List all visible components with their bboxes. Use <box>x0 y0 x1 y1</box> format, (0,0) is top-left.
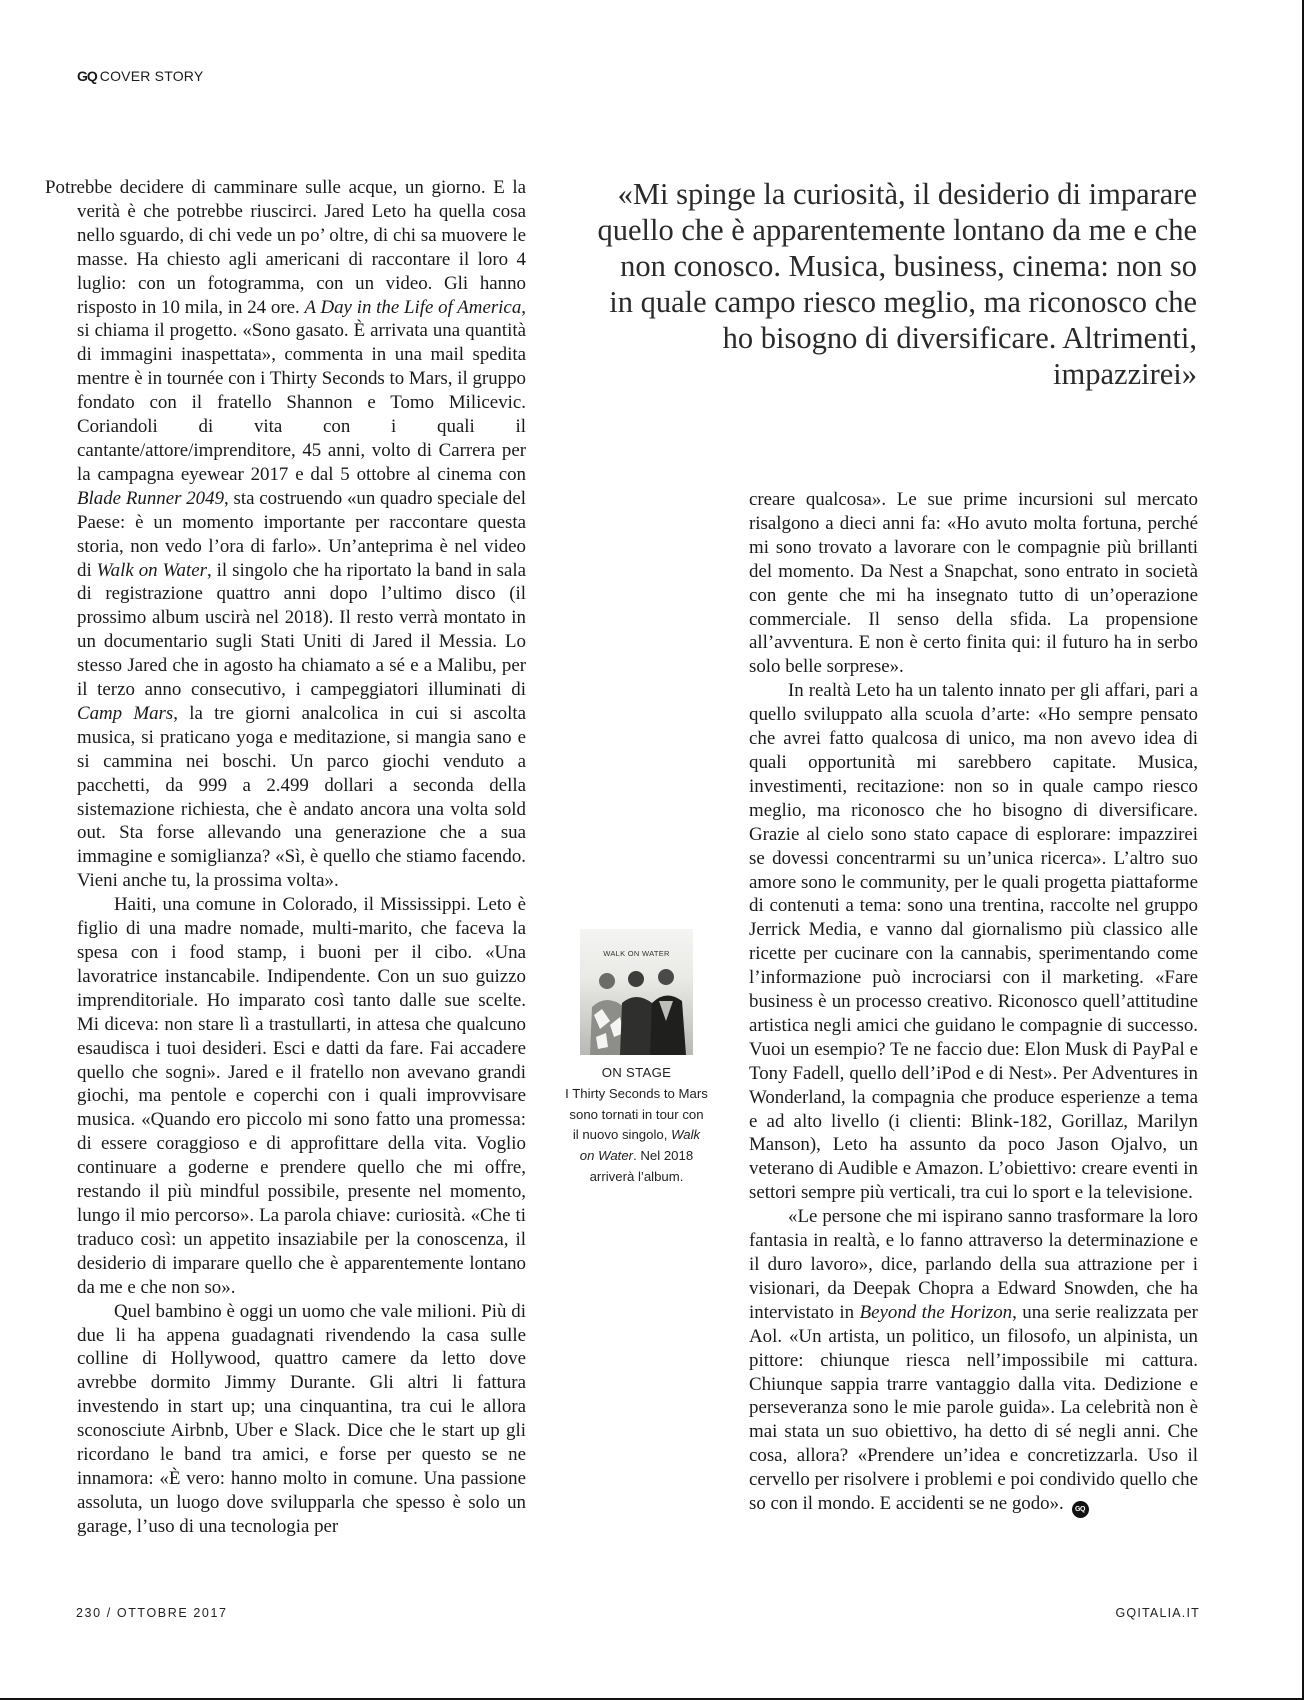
paragraph-text: creare qualcosa». Le sue prime incursioni sul mercato risalgono a dieci anni fa: «Ho avuto molta fortuna, perché mi sono trovato a lavorare con le compagnie più brillanti del momento. Da Nest a Snapchat, sono entrato in società con gente che mi ha insegnato tutto di un’operazione commerciale. Il senso della sfida. La propensione all’avventura. E non è certo finita qui: il futuro ha in serbo solo belle sorprese». <box>749 489 1198 678</box>
article-paragraph <box>45 176 526 893</box>
band-photo-illustration <box>580 929 693 1055</box>
paragraph-text: , la tre giorni analcolica in cui si ascolta musica, si praticano yoga e meditazione, si mangia sano e si cammina nei boschi. Un parco giochi venduto a pacchetti, da 999 a 2.499 dollari a seconda della sistemazione richiesta, che è andato ancora una volta sold out. Sta forse allevando una generazione che a sua immagine e somiglianza? «Sì, è quello che stiamo facendo. Vieni anche tu, la prossima volta». <box>77 702 526 892</box>
caption-text <box>565 1084 708 1188</box>
photo-caption <box>565 1063 708 1188</box>
italic-title: Camp Mars <box>77 702 174 724</box>
caption-text-part: . Nel 2018 arriverà l’album. <box>589 1148 694 1184</box>
album-cover-photo <box>580 929 693 1055</box>
caption-text-part: I Thirty Seconds to Mars sono tornati in tour con il nuovo singolo, <box>565 1085 708 1143</box>
italic-title: Walk on Water <box>96 559 207 581</box>
italic-title: A Day in the Life of America <box>304 296 522 318</box>
website-url: GQITALIA.IT <box>1115 1606 1200 1620</box>
article-paragraph <box>749 1205 1198 1518</box>
gq-logo: GQ <box>77 68 97 84</box>
article-paragraph <box>749 679 1198 1205</box>
paragraph-text: , sta costruendo «un quadro speciale del Paese: è un momento importante per raccontare questa storia, non vedo l’ora di farlo». Un’anteprima è nel video di <box>77 487 526 581</box>
paragraph-text: , il singolo che ha riportato la band in sala di registrazione quattro anni dopo l’ultimo disco (il prossimo album uscirà nel 2018). Il resto verrà montato in un documentario sugli Stati Uniti di Jared il Messia. Lo stesso Jared che in agosto ha chiamato a sé e a Malibu, per il terzo anno consecutivo, i campeggiatori illuminati di <box>77 559 526 701</box>
section-header <box>77 68 203 84</box>
gq-end-mark-icon: GQ <box>1072 1501 1089 1518</box>
article-right-column <box>749 488 1198 1518</box>
paragraph-text: Quel bambino è oggi un uomo che vale milioni. Più di due li ha appena guadagnati rivendendo la casa sulle colline di Hollywood, quattro camere da letto dove avrebbe dormito Jimmy Durante. Gli altri li fattura investendo in start up; una cinquantina, tra cui le allora sconosciute Airbnb, Uber e Slack. Dice che le start up gli ricordano le band tra amici, e forse per questo se ne innamora: «È vero: hanno molto in comune. Una passione assoluta, un luogo dove svilupparla che spesso è solo un garage, l’uso di una tecnologia per <box>77 1300 526 1537</box>
article-left-column <box>45 176 526 1539</box>
paragraph-text: «Le persone che mi ispirano sanno trasformare la loro fantasia in realtà, e lo fanno attraverso la determinazione e il duro lavoro», dice, parlando della sua attrazione per i visionari, da Deepak Chopra a Edward Snowden, che ha intervistato in <box>749 1206 1198 1323</box>
article-paragraph <box>45 893 526 1299</box>
italic-title: Beyond the Horizon <box>859 1301 1013 1323</box>
article-paragraph <box>749 488 1198 679</box>
page-number-date: 230 / OTTOBRE 2017 <box>76 1606 228 1620</box>
caption-song-title: Walk on Water <box>579 1127 701 1164</box>
paragraph-text: In realtà Leto ha un talento innato per gli affari, pari a quello sviluppato alla scuola d’arte: «Ho sempre pensato che avrei fatto qualcosa di unico, ma non avevo idea di quali opportunità mi sarebbero capitate. Musica, investimenti, recitazione: non so in quale campo riesco meglio, ma riconosco che ho bisogno di diversificare. Grazie al cielo sono stato capace di esplorare: impazzirei se dovessi concentrarmi su un’unica ricerca». L’altro suo amore sono le community, per le quali progetta piattaforme di contenuti a tema: sono una trentina, raccolte nel gruppo Jerrick Media, e vanno dal giornalismo più classico alle ricette per cucinare con la cannabis, sperimentando come l’informazione può incrociarsi con il marketing. «Fare business è un processo creativo. Riconosco quell’attitudine artistica negli amici che guidano le compagnie di successo. Vuoi un esempio? Te ne faccio due: Elon Musk di PayPal e Tony Fadell, quello dell’iPod e di Nest». Per Adventures in Wonderland, la compagnia che produce esperienze a tema e ad alto livello (i clienti: Blink-182, Gorillaz, Marilyn Manson), Leto ha assunto da poco Jason Ojalvo, un veterano di Audible e Amazon. L’obiettivo: creare eventi in settori sempre più verticali, tra cui lo sport e la televisione. <box>749 680 1198 1204</box>
pull-quote: «Mi spinge la curiosità, il desiderio di imparare quello che è apparentemente lontano da me e che non conosco. Musica, business, cinema: non so in quale campo riesco meglio, ma riconosco che ho bisogno di diversificare. Altrimenti, impazzirei» <box>597 177 1197 391</box>
section-label: COVER STORY <box>99 68 204 84</box>
caption-title: ON STAGE <box>601 1065 672 1080</box>
paragraph-text: Haiti, una comune in Colorado, il Mississippi. Leto è figlio di una madre nomade, multi-marito, che faceva la spesa con i food stamp, i buoni per il cibo. «Una lavoratrice instancabile. Indipendente. Con un suo guizzo imprenditoriale. Ho imparato così tanto dalle sue scelte. Mi diceva: non stare lì a trastullarti, in attesa che qualcuno esaudisca i tuoi desideri. Esci e datti da fare. Fai accadere quello che sogni». Jared e il fratello non avevano grandi giochi, ma pentole e coperchi con i quali improvvisare musica. «Quando ero piccolo mi sono fatto una promessa: di essere coraggioso e di approfittare della vita. Voglio continuare a goderne e prendere quello che mi offre, restando il più mindful possibile, presente nel momento, lungo il mio percorso». La parola chiave: curiosità. «Che ti traduco così: un appetito insaziabile per la conoscenza, il desiderio di imparare quello che è apparentemente lontano da me e che non so». <box>77 894 526 1298</box>
paragraph-text: , si chiama il progetto. «Sono gasato. È arrivata una quantità di immagini inaspettata», commenta in una mail spedita mentre è in tournée con i Thirty Seconds to Mars, il gruppo fondato con il fratello Shannon e Tomo Milicevic. Coriandoli di vita con i quali il cantante/attore/imprenditore, 45 anni, volto di Carrera per la campagna eyewear 2017 e dal 5 ottobre al cinema con <box>77 296 527 485</box>
paragraph-text: Potrebbe decidere di camminare sulle acque, un giorno. E la verità è che potrebbe riuscirci. Jared Leto ha quella cosa nello sguardo, di chi vede un po’ oltre, di chi sa muovere le masse. Ha chiesto agli americani di raccontare il loro 4 luglio: con un fotogramma, con un video. Gli hanno risposto in 10 mila, in 24 ore. <box>45 177 526 318</box>
article-paragraph <box>45 1300 526 1539</box>
italic-title: Blade Runner 2049 <box>77 487 225 509</box>
album-cover-title: WALK ON WATER <box>603 949 670 958</box>
paragraph-text: , una serie realizzata per Aol. «Un artista, un politico, un filosofo, un alpinista, un pittore: chiunque riesca nell’impossibile mi cattura. Chiunque sappia trarre vantaggio dalla vita. Dedizione e perseveranza sono le mie parole guida». La celebrità non è mai stata un suo obiettivo, ha detto di sé negli anni. Che cosa, allora? «Prendere un’idea e concretizzarla. Uso il cervello per risolvere i problemi e poi condivido quello che so con il mondo. E accidenti se ne godo». <box>749 1301 1198 1515</box>
